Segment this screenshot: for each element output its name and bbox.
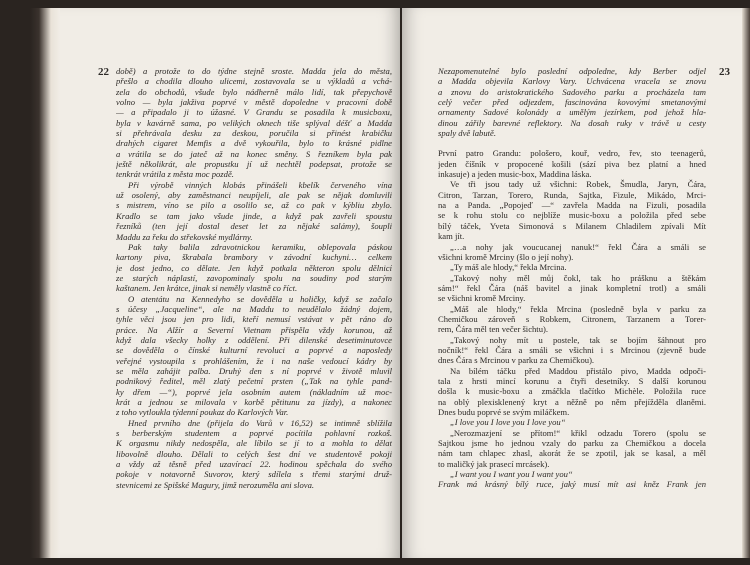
text-line: sám!“ řekl Čára (náš bavitel a jinak kompletní trotl) a smáli [438, 282, 706, 293]
text-line: „I love you I love you I love you“ [450, 417, 566, 428]
text-line: době) a protože to do týdne stejně sroste. Madda jela do města, [116, 66, 392, 76]
text-line: pokoje v notavorně Suvorov, který sdílela s třemi starými druž- [116, 469, 392, 480]
text-line: veřejné vystoupila s prohlášením, že i na naše vedoucí kádry by [116, 355, 392, 366]
page-number-left: 22 [98, 66, 109, 78]
text-line: kam jít. [438, 231, 465, 242]
paragraph-gap [438, 138, 706, 148]
text-line: Na bílém táčku před Maddou přistálo pivo, Madda odpoči- [450, 365, 706, 376]
text-line: a vrátila se do jateč až na konec směny. S řezníkem byla pak [116, 148, 392, 159]
text-line: Nezapomenutelné bylo poslední odpoledne, kdy Berber odjel [438, 66, 706, 76]
text-line: ky dřem —“), poprvé jela osobním autem (nákladním už moc- [116, 386, 392, 397]
text-line: to maličký jak prasecí mrcásek). [438, 458, 550, 469]
right-page [402, 8, 742, 558]
text-line: „I want you I want you I want you“ [450, 469, 573, 480]
text-line: nočník!“ řekl Čára a smáli se všichni i s Mrcinou (zjevně bude [438, 344, 706, 355]
text-line: se měla zahájit palba. Druhý den s ní poprvé v životě mluvil [116, 365, 392, 376]
text-line: „Ty máš ale hlody,“ řekla Mrcina. [450, 262, 567, 273]
text-line: jeden číšník v propocené košili (sází piva bez platní a hned [438, 158, 706, 169]
text-line: „Máš ale hlody,“ řekla Mrcina (posledně byla v parku za [450, 303, 706, 314]
text-line: ornamenty Sadové kolonády a umělým jezírkem, pod jehož hla- [438, 107, 706, 118]
text-line: celý večer před odjezdem, fascinována kovovými smetanovými [438, 97, 706, 108]
text-line: tala z hrsti mincí korunu a čtyři desetníky. S další korunou [438, 375, 706, 386]
text-line: „Nerozmazjení se přítom!“ křikl odzadu Torero (spolu se [450, 427, 706, 438]
text-line: Chemičkou zároveň s Robkem, Citronem, Tarzanem a Torer- [438, 313, 706, 324]
text-line: stevnicemi ze Spišské Magury, jimž nerozuměla ani slova. [116, 479, 315, 490]
text-line: dnes Čára s Mrcinou v parku za Chemičkou). [438, 355, 595, 366]
text-line: je dost jedno, co dělate. Jen když potkala některon spolu dělnicí [116, 262, 392, 273]
text-line: řezníků (ten její dostal deset let za nějaké salámy), šoupli [116, 221, 392, 232]
text-line: Sajtkou jsme ho jednou vzaly do parku za Chemičkou a docela [438, 438, 706, 449]
text-line: Citron, Tarzan, Torero, Runda, Sajtka, Fizule, Mikádo, Mrci- [438, 189, 706, 200]
text-line: krát a jednou se milovala v korbě pětitunu za jízdy), a nakonec [116, 397, 392, 407]
text-line: už osolený, aby zaměstnanci neupíjeli, ale pak se nějak domluvili [116, 190, 392, 201]
text-line: inkasuje) a jeden music-box, Maddina láska. [438, 169, 592, 180]
text-line: „Takový nohy mít u postele, tak se bojím šáhnout pro [450, 334, 706, 345]
text-line: a Madda objevila Karlovy Vary. Uchvácena vracela se znovu [438, 76, 706, 87]
text-line: a vždy až těsně před uzavírací 22. hodinou spěchala do svého [116, 459, 392, 470]
text-line: drahých cigaret Memfis a dvě vykouřila, bylo to krásné pidlne [116, 138, 392, 149]
text-line: přešlo a chodila dlouho ulicemi, zostavovala se u výkladů a vchá- [116, 76, 392, 87]
text-line: volno — byla jakživa poprvé v městě dopoledne v pracovní době [116, 97, 392, 108]
text-line: libovolně dlouho. Dělali to celých šest dní ve studentově pokoji [116, 448, 392, 459]
text-line: rem, Čára měl ten večer šichtu). [438, 324, 548, 335]
text-line: První patro Grandu: pološero, kouř, vedro, řev, sto teenagerů, [438, 148, 706, 159]
text-line: „…a nohy jak voucucanej nanuk!“ řekl Čára a smáli se [450, 241, 706, 252]
text-line: na a Panda. „Popojeď —“ zavřela Madda na Fizuli, posadila [438, 200, 706, 211]
text-line: Kradlo se tam jako všude jinde, a když pak zavřeli spoustu [116, 210, 392, 221]
text-line: O atentátu na Kennedyho se dověděla u holičky, když se začalo [128, 293, 392, 304]
text-line: s mistrem, víno se pilo a osolilo se, až co pak v kýbliu zbylo. [116, 200, 392, 211]
text-line: ze starých náplastí, zavopominaly spolu na soudiny pod starým [116, 272, 392, 283]
text-line: na oblý plexisklenený kryt a něžně po něm přejížděla dlaněmi. [438, 396, 706, 407]
text-line: práce. Na Alžír a Severní Vietnam přispěla vždy korunou, až [116, 324, 392, 335]
text-line: a znovu do aristokratického Sadového parku a procházela tam [438, 86, 706, 97]
text-line: — a připadalo ji to úžasné. V Grandu se posadila k musicboxu, [116, 107, 392, 118]
text-line: Hned prvního dne (přijela do Varů v 16,52) se intimně sblížila [128, 417, 392, 428]
text-line: kartony piva, škrabala brambory v závodní kuchyni… celkem [116, 252, 392, 263]
text-line: Pak taky balila zdravotnickou keramiku, oblepovala páskou [128, 241, 392, 252]
text-line: s účesy „Jacqueline“, ale na Maddu to neudělalo žádný dojem, [116, 303, 392, 314]
text-line: s berberským studentem a poprvé pocítila pohlavní rozkoš. [116, 428, 392, 439]
text-line: K orgasmu nikdy nedospěla, ale líbilo se jí to a mohla to dělat [116, 438, 392, 449]
text-line: tyhle věci jsou jen pro lidi, kteří nemusí vstávat v pět ráno do [116, 314, 392, 325]
left-page-text [116, 66, 392, 490]
text-line: se k rohu stolu co nejblíže music-boxu a položila před sebe [438, 210, 706, 221]
text-line: byla v kavárně sama, po velikých oknech tiše splýval déšť a Madda [116, 117, 392, 128]
text-line: všichni kromě Mrciny (šlo o její nohy). [438, 251, 574, 262]
book-edge-left [30, 8, 60, 558]
text-line: nám tam chlapec zhasl, akorát že se zpotil, jak se kasal, a měl [438, 448, 706, 459]
page-number-right: 23 [719, 66, 730, 78]
right-page-text [438, 66, 706, 490]
text-line: dinou zářily barevné reflektory. Na dosah ruky v trávě u cesty [438, 117, 706, 128]
text-line: z toho vytloukla týdenní poukaz do Karlových Var. [116, 407, 289, 418]
text-line: tenkrát vrátila z města moc pozdě. [116, 169, 234, 180]
book-edge-right [742, 8, 750, 558]
text-line: Frank má krásný bílý ruce, jaký musí mít asi kněz Frank jen [438, 479, 706, 490]
text-line: bílý táček, Yveta Simonová s Milanem Chladilem zpívali Mít [438, 220, 706, 231]
text-line: když dala všecky holky z oddělení. Při dilenské desetiminutovce [116, 334, 392, 345]
text-line: Ve tři jsou tady už všichni: Robek, Šmudla, Jaryn, Čára, [450, 179, 706, 190]
text-line: kaštanem. Jen krátce, jinak si neměly vlastně co říct. [116, 283, 298, 294]
text-line: Dnes budu poprvé se svým miláčkem. [438, 407, 570, 417]
text-line: ještě několikrát, ale propustku jí už nechtěl podepsat, protože se [116, 159, 392, 170]
text-line: došla k music-boxu a zmáčkla tlačítko Michèle. Položila ruce [438, 386, 706, 397]
text-line: se všichni kromě Mrciny. [438, 293, 526, 304]
text-line: spaly dvě labutě. [438, 128, 496, 139]
text-line: „Takový nohy měl můj čokl, tak ho prášknu a štěkám [450, 272, 706, 283]
text-line: Maddu za řeku do střekovské mydlárny. [116, 231, 253, 242]
text-line: Při výrobě vinných klobás přinášeli kbelík červeného vína [128, 179, 392, 190]
text-line: se dověděla o čínské kulturní revoluci a poprvé a naposledy [116, 345, 392, 356]
text-line: podnikový ředitel, měl zlatý pečetní prsten („Tak na tyhle pand- [116, 376, 392, 387]
left-page [60, 8, 400, 558]
text-line: si přehrávala desku za deskou, poručila si přinést krabičku [116, 128, 392, 139]
text-line: zela do obchodů, všude bylo nádherně málo lidí, tak přepychově [116, 86, 392, 97]
